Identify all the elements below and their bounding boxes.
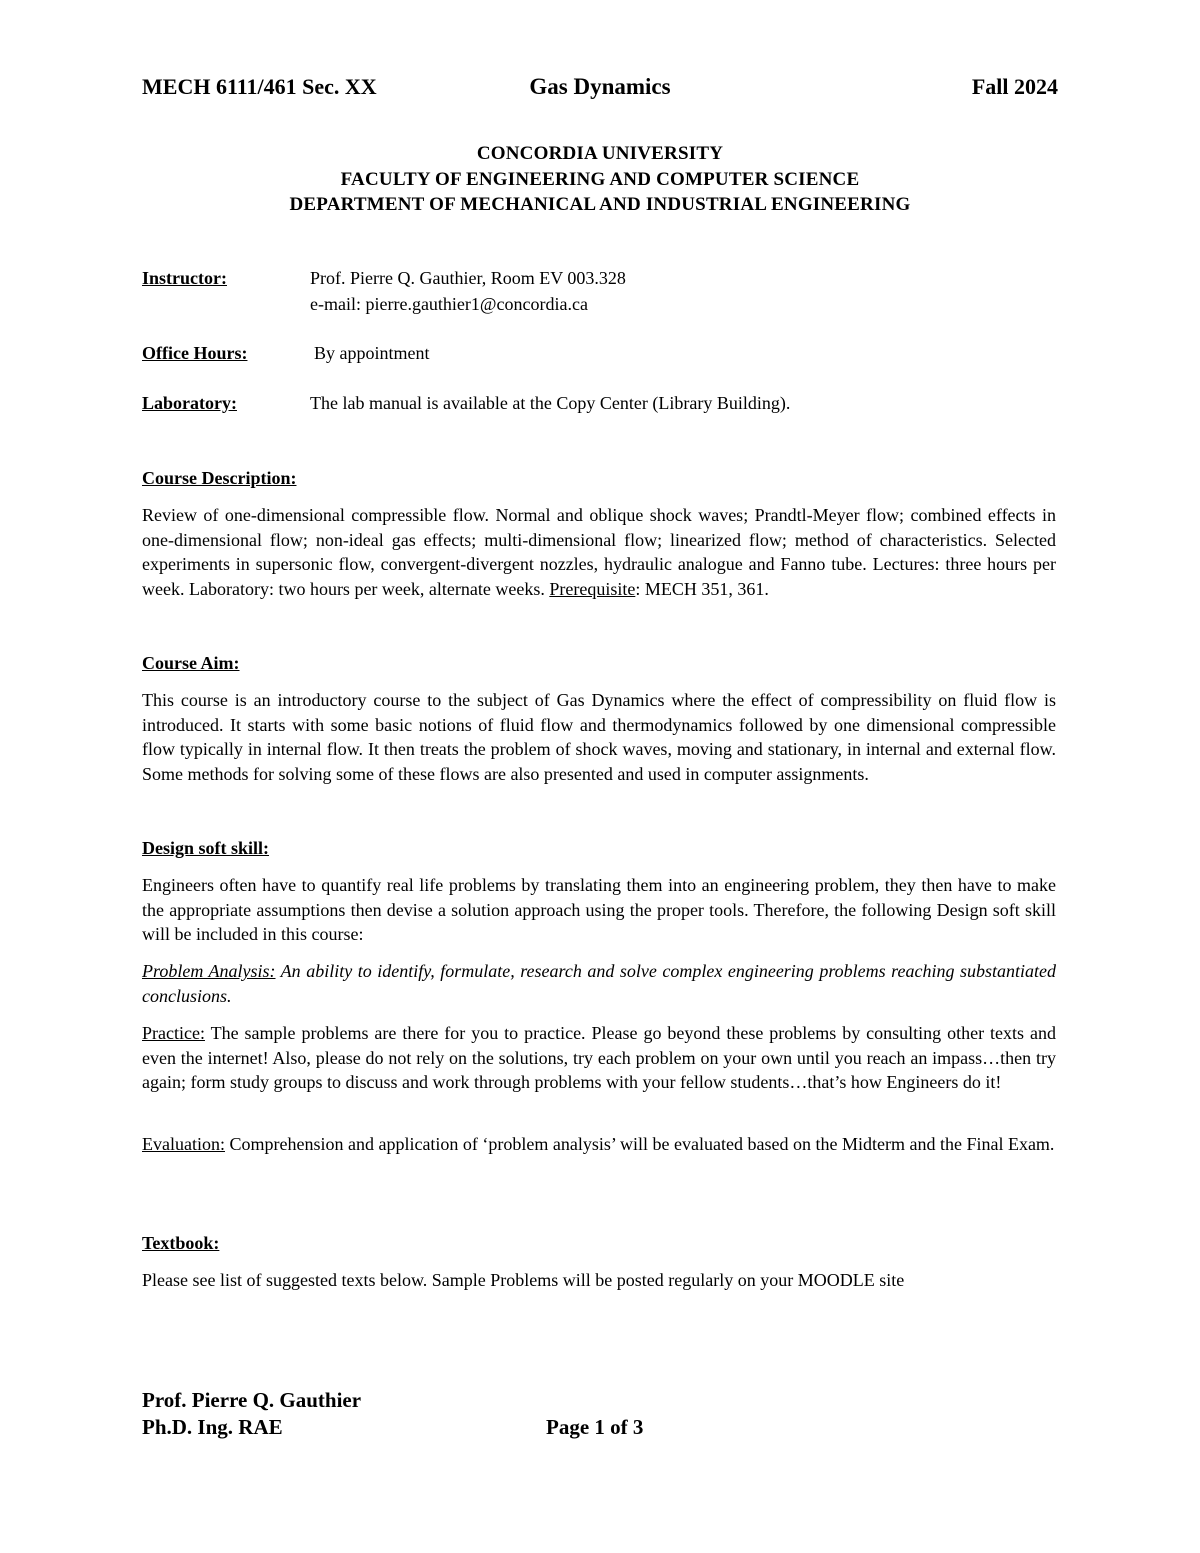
evaluation-label: Evaluation: (142, 1134, 225, 1154)
problem-analysis-text: An ability to identify, formulate, research and solve complex engineering problems reaching substantiated conclusions. (142, 961, 1056, 1006)
course-code: MECH 6111/461 Sec. XX (142, 74, 377, 99)
evaluation-paragraph (142, 1132, 1056, 1157)
course-description-heading: Course Description: (142, 468, 297, 488)
course-description-text (142, 503, 1056, 602)
university-name: CONCORDIA UNIVERSITY (476, 143, 724, 164)
practice-paragraph (142, 1021, 1056, 1095)
laboratory-label: Laboratory: (142, 393, 237, 413)
instructor-label: Instructor: (142, 268, 227, 288)
footer-name: Prof. Pierre Q. Gauthier (142, 1388, 362, 1412)
footer-credentials: Ph.D. Ing. RAE (142, 1415, 283, 1439)
problem-analysis-label: Problem Analysis: (142, 961, 276, 981)
design-skill-intro: Engineers often have to quantify real life problems by translating them into an engineering problem, they then have to make the appropriate assumptions then devise a solution approach using the proper tools. Therefore, the following Design soft skill will be included in this course: (142, 875, 1056, 945)
prerequisite-label: Prerequisite (549, 579, 636, 600)
design-skill-heading: Design soft skill: (142, 838, 270, 858)
term: Fall 2024 (971, 74, 1058, 99)
practice-text: The sample problems are there for you to practice. Please go beyond these problems by consulting other texts and even the internet! Also, please do not rely on the solutions, try each problem on your own until you reach an impass…then try again; form study groups to discuss and work through problems with your fellow students…that’s how Engineers do it! (142, 1023, 1056, 1093)
textbook-heading: Textbook: (142, 1233, 220, 1253)
problem-analysis-paragraph (142, 959, 1056, 1008)
prerequisite-value: : MECH 351, 361. (635, 579, 769, 600)
practice-label: Practice: (142, 1023, 205, 1043)
textbook-text: Please see list of suggested texts below. Sample Problems will be posted regularly on your MOODLE site (142, 1270, 905, 1290)
instructor-value: Prof. Pierre Q. Gauthier, Room EV 003.328 (310, 268, 626, 288)
faculty-name: FACULTY OF ENGINEERING AND COMPUTER SCIENCE (340, 169, 860, 190)
course-description-body: Review of one-dimensional compressible flow. Normal and oblique shock waves; Prandtl-Meyer flow; combined effects in one-dimensional flow; non-ideal gas effects; multi-dimensional flow; linearized flow; method of characteristics. Selected experiments in supersonic flow, convergent-divergent nozzles, hydraulic analogue and Fanno tube. Lectures: three hours per week. Laboratory: two hours per week, alternate weeks. (142, 505, 1056, 600)
office-hours-label: Office Hours: (142, 343, 248, 363)
laboratory-value: The lab manual is available at the Copy Center (Library Building). (310, 393, 791, 413)
evaluation-text: Comprehension and application of ‘problem analysis’ will be evaluated based on the Midterm and the Final Exam. (224, 1134, 1055, 1154)
course-aim-heading: Course Aim: (142, 653, 240, 673)
course-aim-text: This course is an introductory course to the subject of Gas Dynamics where the effect of compressibility on fluid flow is introduced. It starts with some basic notions of fluid flow and thermodynamics followed by one dimensional compressible flow typically in internal flow. It then treats the problem of shock waves, moving and stationary, in internal and external flow. Some methods for solving some of these flows are also presented and used in computer assignments. (142, 690, 1056, 785)
office-hours-value: By appointment (314, 343, 430, 363)
page-number: Page 1 of 3 (546, 1415, 644, 1439)
instructor-email: e-mail: pierre.gauthier1@concordia.ca (310, 294, 588, 314)
course-title: Gas Dynamics (529, 74, 671, 99)
department-name: DEPARTMENT OF MECHANICAL AND INDUSTRIAL ENGINEERING (289, 194, 911, 215)
